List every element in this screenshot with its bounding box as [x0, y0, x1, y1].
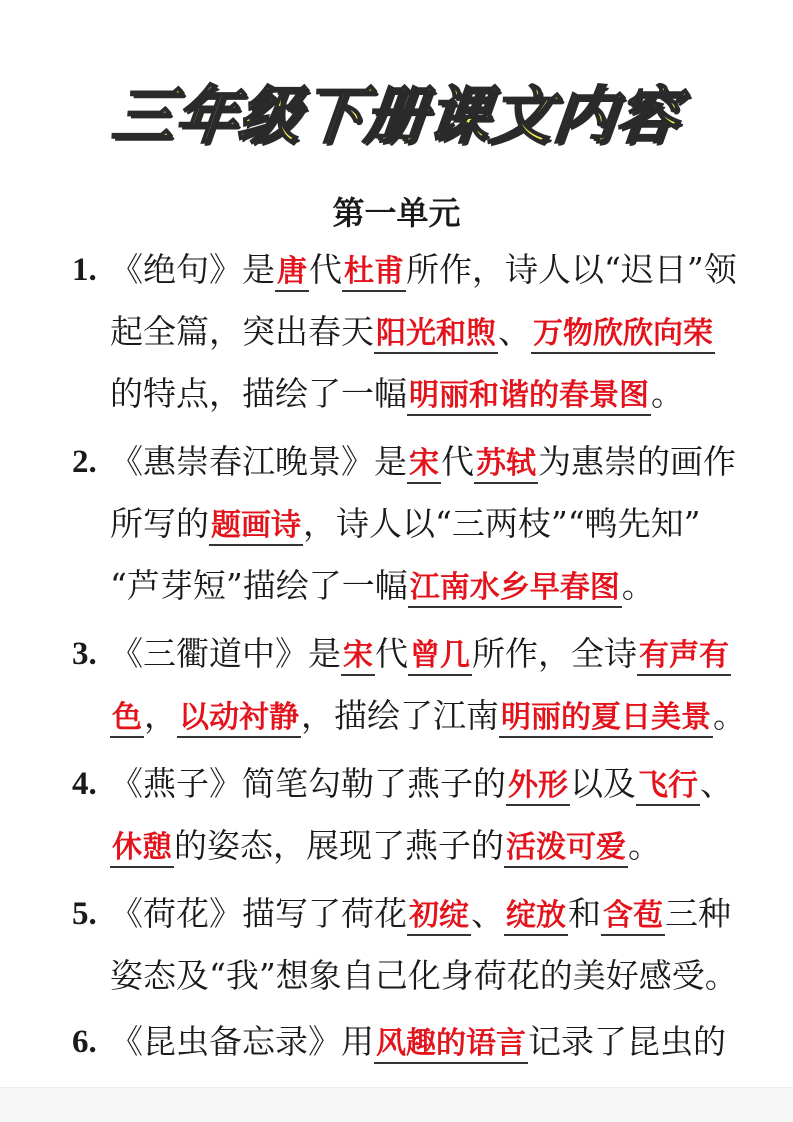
text: 姿态及“我”想象自己化身荷花的美好感受。 [110, 956, 738, 995]
text: 《绝句》是 [110, 250, 275, 289]
text: 的特点，描绘了一幅 [110, 374, 407, 413]
key-term: 唐 [275, 254, 309, 292]
text: ， [144, 696, 177, 735]
text: 、 [471, 894, 504, 933]
item-number: 3. [72, 636, 97, 672]
page-footer-band [0, 1087, 793, 1122]
item-number: 1. [72, 252, 97, 288]
text: 《昆虫备忘录》用 [110, 1022, 374, 1061]
text: 所作，全诗 [472, 634, 637, 673]
item-line [110, 754, 733, 816]
key-term: 明丽和谐的春景图 [407, 378, 651, 416]
lesson-item-2 [72, 432, 736, 618]
text: 代 [375, 634, 408, 673]
text: 、 [498, 312, 531, 351]
lesson-list [72, 240, 746, 1122]
key-term: 色 [110, 700, 144, 738]
text: 《惠崇春江晚景》是 [110, 442, 407, 481]
text: 和 [568, 894, 601, 933]
key-term: 以动衬静 [177, 700, 301, 738]
lesson-item-3 [72, 624, 746, 748]
key-term: 江南水乡早春图 [408, 570, 622, 608]
key-term: 绽放 [504, 898, 568, 936]
item-line [110, 816, 722, 878]
key-term: 初绽 [407, 898, 471, 936]
text: 的姿态，展现了燕子的 [174, 826, 504, 865]
item-line [110, 556, 722, 618]
text: ，描绘了江南 [301, 696, 499, 735]
key-term: 杜甫 [342, 254, 406, 292]
key-term: 外形 [506, 768, 570, 806]
key-term: 宋 [341, 638, 375, 676]
key-term: 活泼可爱 [504, 830, 628, 868]
key-term: 有声有 [637, 638, 731, 676]
text: 所写的 [110, 504, 209, 543]
text: 起全篇，突出春天 [110, 312, 374, 351]
key-term: 万物欣欣向荣 [531, 316, 715, 354]
text: “芦芽短”描绘了一幅 [110, 566, 408, 605]
item-number: 6. [72, 1024, 97, 1060]
key-term: 休憩 [110, 830, 174, 868]
lesson-item-4 [72, 754, 733, 878]
item-number: 5. [72, 896, 97, 932]
text: 三种 [665, 894, 731, 933]
text: 为惠崇的画作 [538, 442, 736, 481]
text: 代 [309, 250, 342, 289]
item-line [110, 364, 722, 426]
lesson-item-1 [72, 240, 737, 426]
unit-heading: 第一单元 [332, 194, 461, 232]
key-term: 明丽的夏日美景 [499, 700, 713, 738]
text: 。 [651, 374, 684, 413]
lesson-item-5 [72, 884, 738, 1006]
key-term: 题画诗 [209, 508, 303, 546]
item-line [110, 432, 736, 494]
item-line [110, 686, 746, 748]
item-number: 2. [72, 444, 97, 480]
text: 。 [621, 566, 655, 605]
text: 《三衢道中》是 [110, 634, 341, 673]
item-line [110, 884, 731, 946]
text: 。 [713, 696, 746, 735]
text: 所作，诗人以“迟日”领 [406, 250, 737, 289]
text: 《燕子》简笔勾勒了燕子的 [110, 764, 506, 803]
item-line [110, 240, 737, 302]
text: 《荷花》描写了荷花 [110, 894, 407, 933]
key-term: 飞行 [636, 768, 700, 806]
item-line [110, 302, 722, 364]
text: 代 [441, 442, 474, 481]
text: 以及 [570, 764, 636, 803]
text: ，诗人以“三两枝”“鸭先知” [303, 504, 701, 543]
key-term: 含苞 [601, 898, 665, 936]
key-term: 宋 [407, 446, 441, 484]
item-line [110, 624, 729, 686]
item-line [110, 494, 722, 556]
page-title: 三年级下册课文内容 [108, 79, 684, 152]
key-term: 阳光和煦 [374, 316, 498, 354]
item-number: 4. [72, 766, 97, 802]
key-term: 风趣的语言 [374, 1026, 528, 1064]
text: 、 [700, 764, 733, 803]
item-line [110, 946, 738, 1006]
key-term: 苏轼 [474, 446, 538, 484]
item-line [110, 1012, 726, 1074]
text: 。 [628, 826, 661, 865]
text: 记录了昆虫的 [528, 1022, 726, 1061]
key-term: 曾几 [408, 638, 472, 676]
